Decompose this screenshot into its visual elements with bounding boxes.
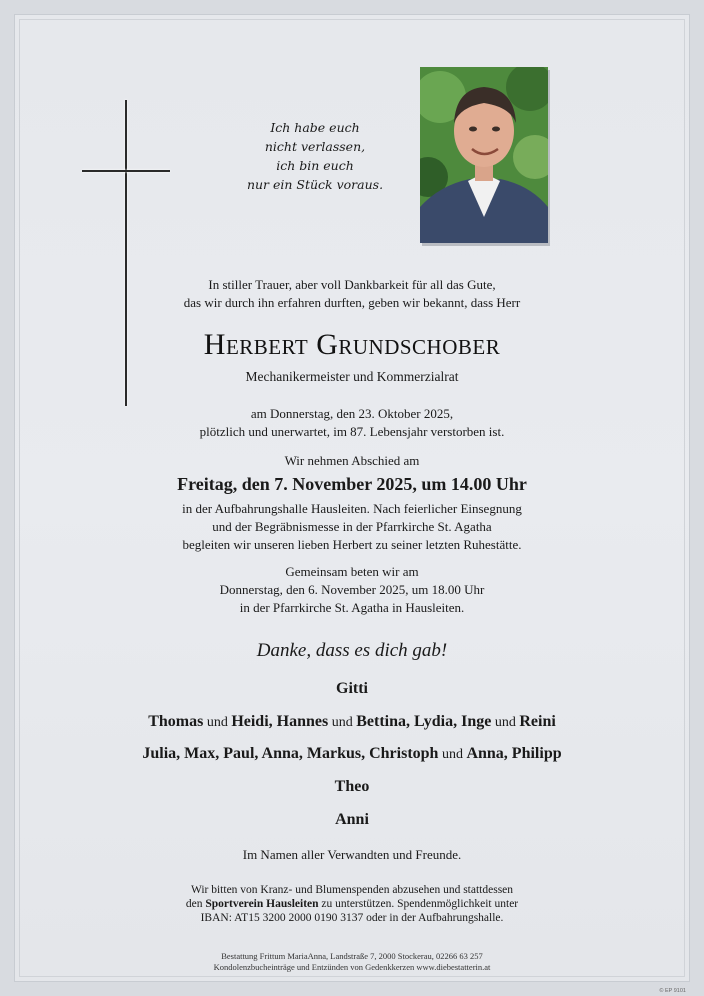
farewell-line: in der Aufbahrungshalle Hausleiten. Nach feierlicher Einsegnung [182,501,522,516]
prayer-line: Gemeinsam beten wir am [285,564,419,579]
thanks-phrase: Danke, dass es dich gab! [256,640,448,661]
deceased-name: Herbert Grundschober [203,328,501,361]
family-theo: Theo [334,778,370,795]
donation-text: zu unterstützen. Spendenmöglichkeit unter [318,898,519,910]
donation-line [14,897,690,911]
death-notice [14,405,690,441]
poem-line: nicht verlassen, [264,139,366,154]
family-und: und [328,715,357,730]
donation-text: den [185,898,206,910]
portrait-photo [420,67,548,243]
poem [240,118,390,194]
poem-line: ich bin euch [276,158,354,173]
donation-note [14,883,690,925]
family-name: Thomas [148,713,204,730]
poem-line: nur ein Stück voraus. [246,177,384,192]
family-und: und [491,715,520,730]
farewell-date: Freitag, den 7. November 2025, um 14.00 Uhr [177,474,527,494]
family-gitti: Gitti [336,680,368,697]
intro-line: das wir durch ihn erfahren durften, geben wir bekannt, dass Herr [183,295,521,310]
prayer-line: Donnerstag, den 6. November 2025, um 18.00 Uhr [219,582,485,597]
family-name: Anna, Philipp [466,745,562,762]
donation-line: IBAN: AT15 3200 2000 0190 3137 oder in der Aufbahrungshalle. [200,912,504,924]
death-line: am Donnerstag, den 23. Oktober 2025, [250,406,454,421]
footer-line: Bestattung Frittum MariaAnna, Landstraße 7, 2000 Stockerau, 02266 63 257 [221,951,483,961]
profession: Mechanikermeister und Kommerzialrat [245,369,459,384]
prayer-line: in der Pfarrkirche St. Agatha in Hausleiten. [239,600,465,615]
relatives-line: Im Namen aller Verwandten und Freunde. [242,847,462,862]
donation-line: Wir bitten von Kranz- und Blumenspenden abzusehen und stattdessen [190,884,514,896]
family-und: und [203,715,232,730]
cross-icon-bar [82,170,170,172]
intro-text [14,276,690,312]
footer [14,951,690,973]
intro-line: In stiller Trauer, aber voll Dankbarkeit für all das Gute, [208,277,496,292]
death-line: plötzlich und unerwartet, im 87. Lebensjahr verstorben ist. [199,424,505,439]
footer-line: Kondolenzbucheinträge und Entzünden von Gedenkkerzen www.diebestatterin.at [213,962,491,972]
corner-mark: © EP 9101 [659,988,686,994]
family-name: Heidi, Hannes [231,713,329,730]
poem-line: Ich habe euch [270,120,360,135]
donation-recipient: Sportverein Hausleiten [205,898,319,910]
family-name: Julia, Max, Paul, Anna, Markus, Christoph [142,745,439,762]
farewell-text [14,500,690,554]
family-anni: Anni [335,811,369,828]
farewell-line: begleiten wir unseren lieben Herbert zu seiner letzten Ruhestätte. [182,537,522,552]
farewell-line: und der Begräbnismesse in der Pfarrkirche St. Agatha [212,519,492,534]
family-line-2 [14,713,690,731]
family-line-3 [14,745,690,763]
prayer-text [14,563,690,617]
family-name: Reini [519,713,556,730]
farewell-intro: Wir nehmen Abschied am [284,453,420,468]
family-und: und [438,747,467,762]
portrait-illustration [420,67,548,243]
family-name: Bettina, Lydia, Inge [356,713,492,730]
